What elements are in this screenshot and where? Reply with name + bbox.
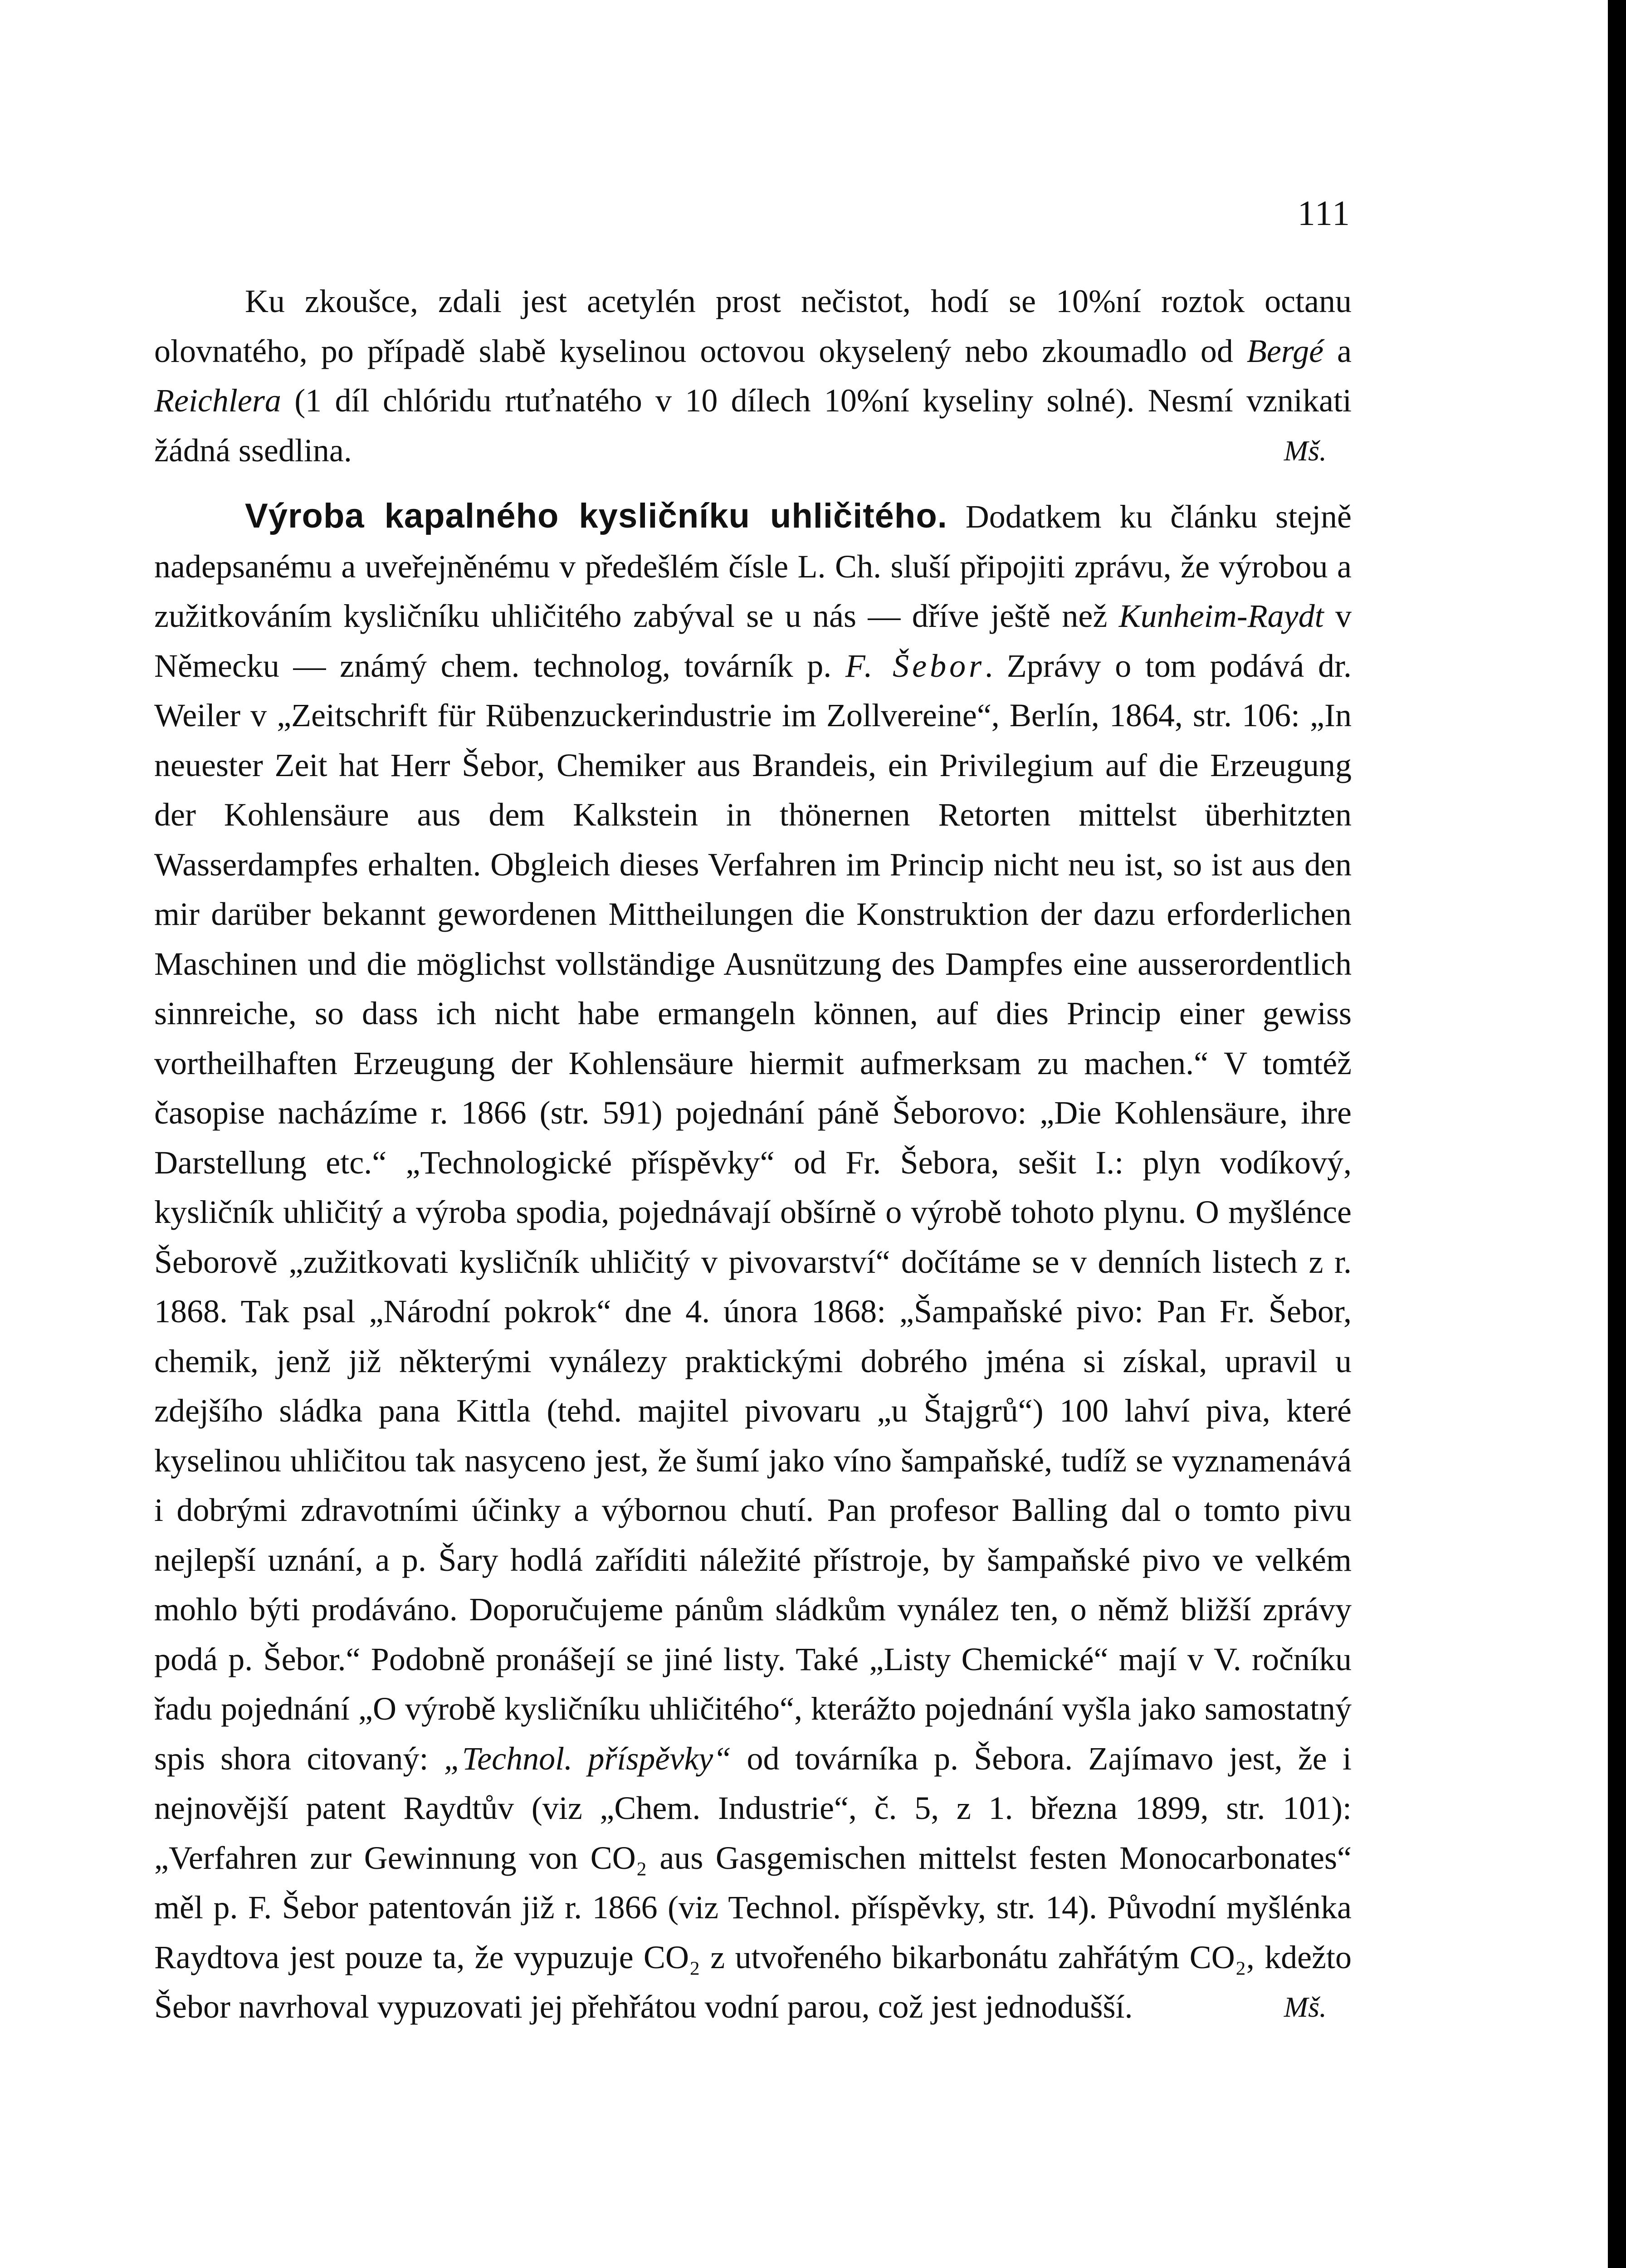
scan-edge — [1608, 0, 1626, 2268]
person-name: F. Šebor — [845, 647, 985, 684]
author-name: Reichlera — [154, 382, 281, 419]
paragraph-text: (1 díl chlóridu rtuťnatého v 10 dílech 10%ní kyseliny solné). Nesmí vznikati žádná ssedlina. — [154, 382, 1352, 469]
publication-title: „Technol. příspěvky“ — [444, 1740, 732, 1777]
author-signature: Mš. — [1284, 434, 1327, 467]
paragraph-text: Dodatkem ku článku stejně nadepsanému a uveřejněnému v předešlém čísle L. Ch. sluší připojiti zprávu, že výrobou a zužitkováním kysličníku uhličitého zabýval se u nás — dříve ještě než — [154, 499, 1352, 634]
paragraph-text: Ku zkoušce, zdali jest acetylén prost nečistot, hodí se 10%ní roztok octanu olovnatého, po případě slabě kyselinou octovou okyselený nebo zkoumadlo od — [154, 283, 1352, 369]
paragraph-carbon-dioxide — [154, 491, 1352, 2032]
page-body — [154, 277, 1352, 2032]
author-signature: Mš. — [1284, 1991, 1327, 2023]
paragraph-text: a — [1323, 332, 1352, 369]
page-number: 111 — [1297, 193, 1351, 233]
paragraph-text: . Zprávy o tom podává dr. Weiler v „Zeitschrift für Rübenzuckerindustrie im Zollvereine“, Berlín, 1864, str. 106: „In neuester Zeit hat Herr Šebor, Chemiker aus Brandeis, ein Privilegium auf die Erzeugung der Kohlensäure aus dem Kalkstein in thönernen Retorten mittelst überhitzten Wasserdampfes erhalten. Obgleich dieses Verfahren im Princip nicht neu ist, so ist aus den mir darüber bekannt gewordenen Mittheilungen die Konstruktion der dazu erforderlichen Maschinen und die möglichst vollständige Ausnützung des Dampfes eine ausserordentlich sinnreiche, so dass ich nicht habe ermangeln können, auf dies Princip einer gewiss vortheilhaften Erzeugung der Kohlensäure hiermit aufmerksam zu machen.“ V tomtéž časopise nacházíme r. 1866 (str. 591) pojednání páně Šeborovo: „Die Kohlensäure, ihre Darstellung etc.“ „Technologické příspěvky“ od Fr. Šebora, sešit I.: plyn vodíkový, kysličník uhličitý a výroba spodia, pojednávají obšírně o výrobě tohoto plynu. O myšlénce Šeborově „zužitkovati kysličník uhličitý v pivovarství“ dočítáme se v denních listech z r. 1868. Tak psal „Národní pokrok“ dne 4. února 1868: „Šampaňské pivo: Pan Fr. Šebor, chemik, jenž již některými vynálezy praktickými dobrého jména si získal, upravil u zdejšího sládka pana Kittla (tehd. majitel pivovaru „u Štajgrů“) 100 lahví piva, které kyselinou uhličitou tak nasyceno jest, že šumí jako víno šampaňské, tudíž se vyznamenává i dobrými zdravotními účinky a výbornou chutí. Pan profesor Balling dal o tomto pivu nejlepší uznání, a p. Šary hodlá zaříditi náležité přístroje, by šampaňské pivo ve velkém mohlo býti prodáváno. Doporučujeme pánům sládkům vynález ten, o němž bližší zprávy podá p. Šebor.“ Podobně pronášejí se jiné listy. Také „Listy Chemické“ mají v V. ročníku řadu pojednání „O výrobě kysličníku uhličitého“, kterážto pojednání vyšla jako samostatný spis shora citovaný: — [154, 647, 1352, 1777]
paragraph-text: v Německu — známý chem. technolog, továrník p. — [154, 598, 1352, 684]
author-name: Bergé — [1246, 332, 1324, 369]
person-name: Kunheim-Raydt — [1118, 598, 1324, 634]
article-heading: Výroba kapalného kysličníku uhličitého. — [245, 497, 947, 535]
paragraph-acetylene-test — [154, 277, 1352, 475]
paragraph-text: od továrníka p. Šebora. Zajímavo jest, že i nejnovější patent Raydtův (viz „Chem. Industrie“, č. 5, z 1. března 1899, str. 101): „Verfahren zur Gewinnung von CO₂ aus Gasgemischen mittelst festen Monocarbonates“ měl p. F. Šebor patentován již r. 1866 (viz Technol. příspěvky, str. 14). Původní myšlénka Raydtova jest pouze ta, že vypuzuje CO₂ z utvořeného bikarbonátu zahřátým CO₂, kdežto Šebor navrhoval vypuzovati jej přehřátou vodní parou, což jest jednodušší. — [154, 1740, 1352, 2025]
